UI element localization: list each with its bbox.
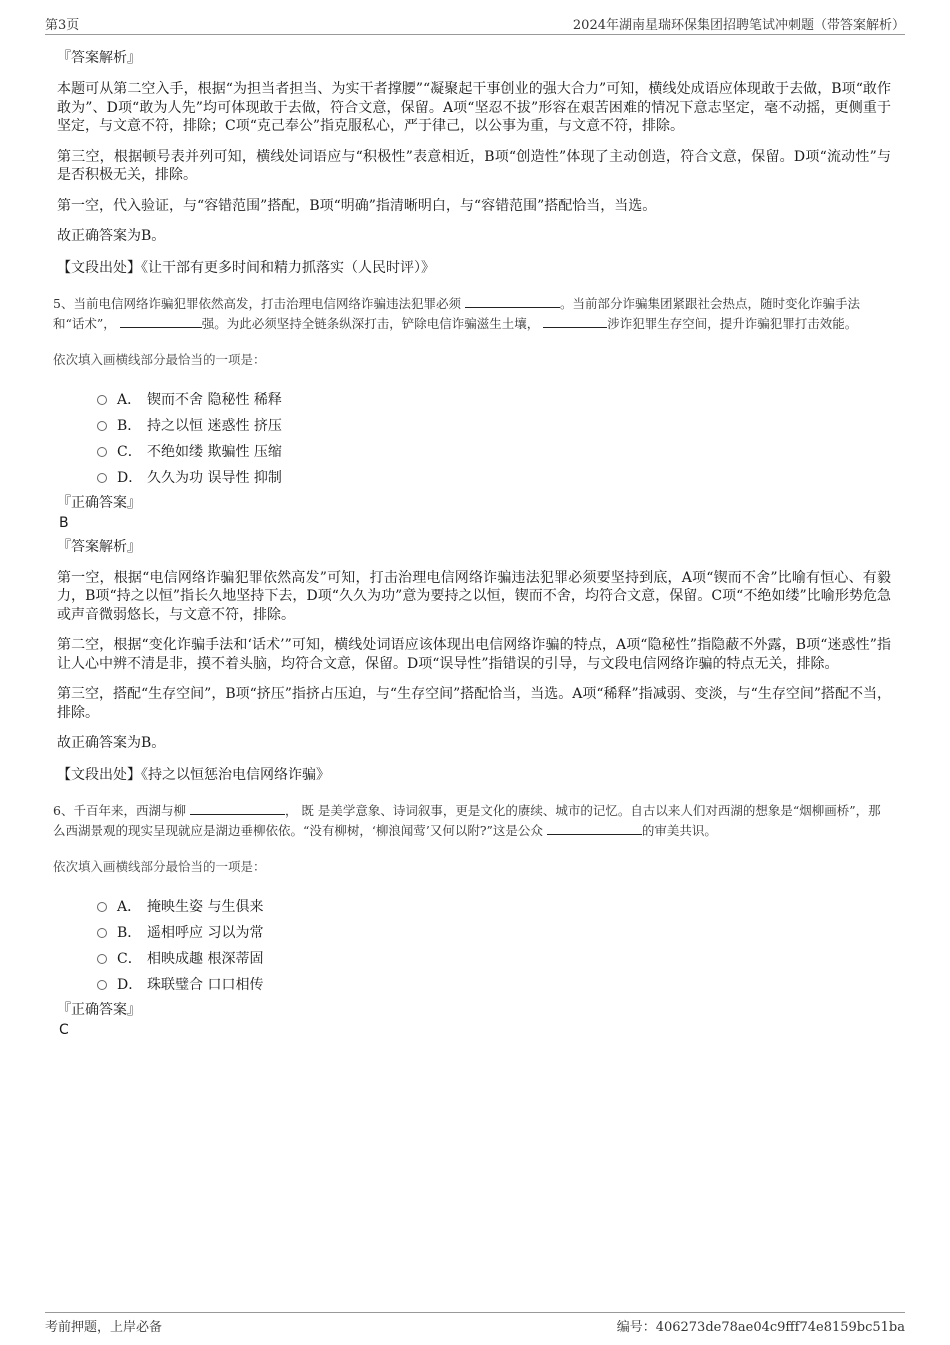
radio-icon[interactable] bbox=[97, 954, 107, 964]
radio-icon[interactable] bbox=[97, 473, 107, 483]
option-text: 持之以恒 迷惑性 挤压 bbox=[147, 417, 282, 434]
analysis-paragraph: 第一空，根据“电信网络诈骗犯罪依然高发”可知，打击治理电信网络诈骗违法犯罪必须要坚持到底，A项“锲而不舍”比喻有恒心、有毅力，B项“持之以恒”指长久地坚持下去，D项“久久为功”意为要持之以恒，锲而不舍，均符合文意，保留。C项“不绝如缕”比喻形势危急或声音微弱悠长，与文意不符，排除。 bbox=[57, 569, 891, 623]
radio-icon[interactable] bbox=[97, 980, 107, 990]
fill-blank bbox=[465, 295, 560, 308]
analysis-paragraph: 第三空，根据顿号表并列可知，横线处词语应与“积极性”表意相近，B项“创造性”体现了主动创造，符合文意，保留。D项“流动性”与是否积极无关，排除。 bbox=[57, 148, 891, 183]
option-key: B． bbox=[117, 417, 142, 434]
option-c[interactable] bbox=[97, 439, 891, 465]
analysis-conclusion: 故正确答案为B。 bbox=[57, 228, 166, 244]
question-instruction: 依次填入画横线部分最恰当的一项是： bbox=[53, 351, 266, 367]
analysis-heading: 『答案解析』 bbox=[57, 538, 141, 555]
option-text: 掩映生姿 与生俱来 bbox=[147, 898, 264, 915]
option-key: B． bbox=[117, 924, 142, 941]
radio-icon[interactable] bbox=[97, 902, 107, 912]
fill-blank bbox=[120, 315, 202, 328]
analysis-conclusion: 故正确答案为B。 bbox=[57, 735, 166, 751]
page-number: 第3页 bbox=[45, 18, 80, 33]
question-6-options bbox=[97, 894, 891, 998]
option-text: 相映成趣 根深蒂固 bbox=[147, 950, 264, 967]
option-a[interactable] bbox=[97, 894, 891, 920]
fill-blank bbox=[190, 802, 285, 815]
analysis-paragraph: 第一空，代入验证，与“容错范围”搭配，B项“明确”指清晰明白，与“容错范围”搭配恰当，当选。 bbox=[57, 197, 657, 214]
question-text: 。当前部分诈骗集团紧跟社会热点，随时变化诈骗手法和“话术”， bbox=[53, 295, 860, 331]
page-content bbox=[53, 44, 891, 1044]
correct-answer-heading: 『正确答案』 bbox=[57, 494, 141, 511]
fill-blank bbox=[543, 315, 607, 328]
option-a[interactable] bbox=[97, 387, 891, 413]
question-text: 6、千百年来，西湖与柳 bbox=[53, 802, 186, 818]
option-c[interactable] bbox=[97, 946, 891, 972]
option-d[interactable] bbox=[97, 972, 891, 998]
correct-answer-value: B bbox=[59, 514, 69, 531]
question-5-options bbox=[97, 387, 891, 491]
option-key: D． bbox=[117, 469, 143, 486]
source-citation: 【文段出处】《持之以恒惩治电信网络诈骗》 bbox=[57, 766, 330, 783]
question-text: 强。为此必须坚持全链条纵深打击，铲除电信诈骗滋生土壤， bbox=[201, 316, 540, 331]
page-header bbox=[45, 14, 905, 35]
document-title: 2024年湖南星瑞环保集团招聘笔试冲刺题（带答案解析） bbox=[572, 18, 905, 33]
source-citation: 【文段出处】《让干部有更多时间和精力抓落实（人民时评）》 bbox=[57, 259, 435, 276]
option-b[interactable] bbox=[97, 920, 891, 946]
question-text: 的审美共识。 bbox=[641, 823, 717, 838]
question-text: 涉诈犯罪生存空间，提升诈骗犯罪打击效能。 bbox=[607, 316, 858, 331]
option-key: C． bbox=[117, 443, 142, 460]
analysis-paragraph: 本题可从第二空入手，根据“为担当者担当、为实干者撑腰”“凝聚起干事创业的强大合力”可知，横线处成语应体现敢于去做，B项“敢作敢为”、D项“敢为人先”均可体现敢于去做，符合文意，保留。A项“坚忍不拔”形容在艰苦困难的情况下意志坚定，毫不动摇，更侧重于坚定，与文意不符，排除；C项“克己奉公”指克服私心，严于律己，以公事为重，与文意不符，排除。 bbox=[57, 81, 891, 134]
correct-answer-heading: 『正确答案』 bbox=[57, 1001, 141, 1018]
question-instruction: 依次填入画横线部分最恰当的一项是： bbox=[53, 858, 266, 874]
question-5-stem bbox=[53, 294, 891, 335]
option-text: 遥相呼应 习以为常 bbox=[147, 924, 264, 941]
option-text: 珠联璧合 口口相传 bbox=[147, 976, 264, 993]
analysis-paragraph: 第三空，搭配“生存空间”，B项“挤压”指挤占压迫，与“生存空间”搭配恰当，当选。A项“稀释”指减弱、变淡，与“生存空间”搭配不当，排除。 bbox=[57, 686, 891, 721]
document-code: 编号：406273de78ae04c9fff74e8159bc51ba bbox=[616, 1320, 905, 1335]
radio-icon[interactable] bbox=[97, 447, 107, 457]
option-text: 锲而不舍 隐秘性 稀释 bbox=[147, 391, 282, 408]
option-b[interactable] bbox=[97, 413, 891, 439]
radio-icon[interactable] bbox=[97, 421, 107, 431]
radio-icon[interactable] bbox=[97, 928, 107, 938]
option-key: C． bbox=[117, 950, 142, 967]
correct-answer-value: C bbox=[59, 1021, 69, 1038]
question-text: 5、当前电信网络诈骗犯罪依然高发，打击治理电信网络诈骗违法犯罪必须 bbox=[53, 295, 461, 311]
option-text: 不绝如缕 欺骗性 压缩 bbox=[147, 443, 282, 460]
analysis-heading: 『答案解析』 bbox=[57, 50, 141, 66]
page-footer bbox=[45, 1312, 905, 1335]
option-key: D． bbox=[117, 976, 143, 993]
option-key: A． bbox=[117, 391, 142, 408]
question-6-stem bbox=[53, 801, 891, 842]
question-text: ， 既 是美学意象、诗词叙事，更是文化的赓续、城市的记忆。自古以来人们对西湖的想象是“烟柳画桥”，那么西湖景观的现实呈现就应是湖边垂柳依依。“没有柳树，‘柳浪闻莺’又何以附?”这是公众 bbox=[53, 802, 881, 838]
analysis-paragraph: 第二空，根据“变化诈骗手法和‘话术’”可知，横线处词语应该体现出电信网络诈骗的特点，A项“隐秘性”指隐蔽不外露，B项“迷惑性”指让人心中辨不清是非，摸不着头脑，均符合文意，保留。D项“误导性”指错误的引导，与文段电信网络诈骗的特点无关，排除。 bbox=[57, 637, 891, 672]
footer-slogan: 考前押题，上岸必备 bbox=[45, 1320, 163, 1335]
fill-blank bbox=[547, 822, 642, 835]
option-text: 久久为功 误导性 抑制 bbox=[147, 469, 282, 486]
radio-icon[interactable] bbox=[97, 395, 107, 405]
option-key: A． bbox=[117, 898, 142, 915]
option-d[interactable] bbox=[97, 465, 891, 491]
